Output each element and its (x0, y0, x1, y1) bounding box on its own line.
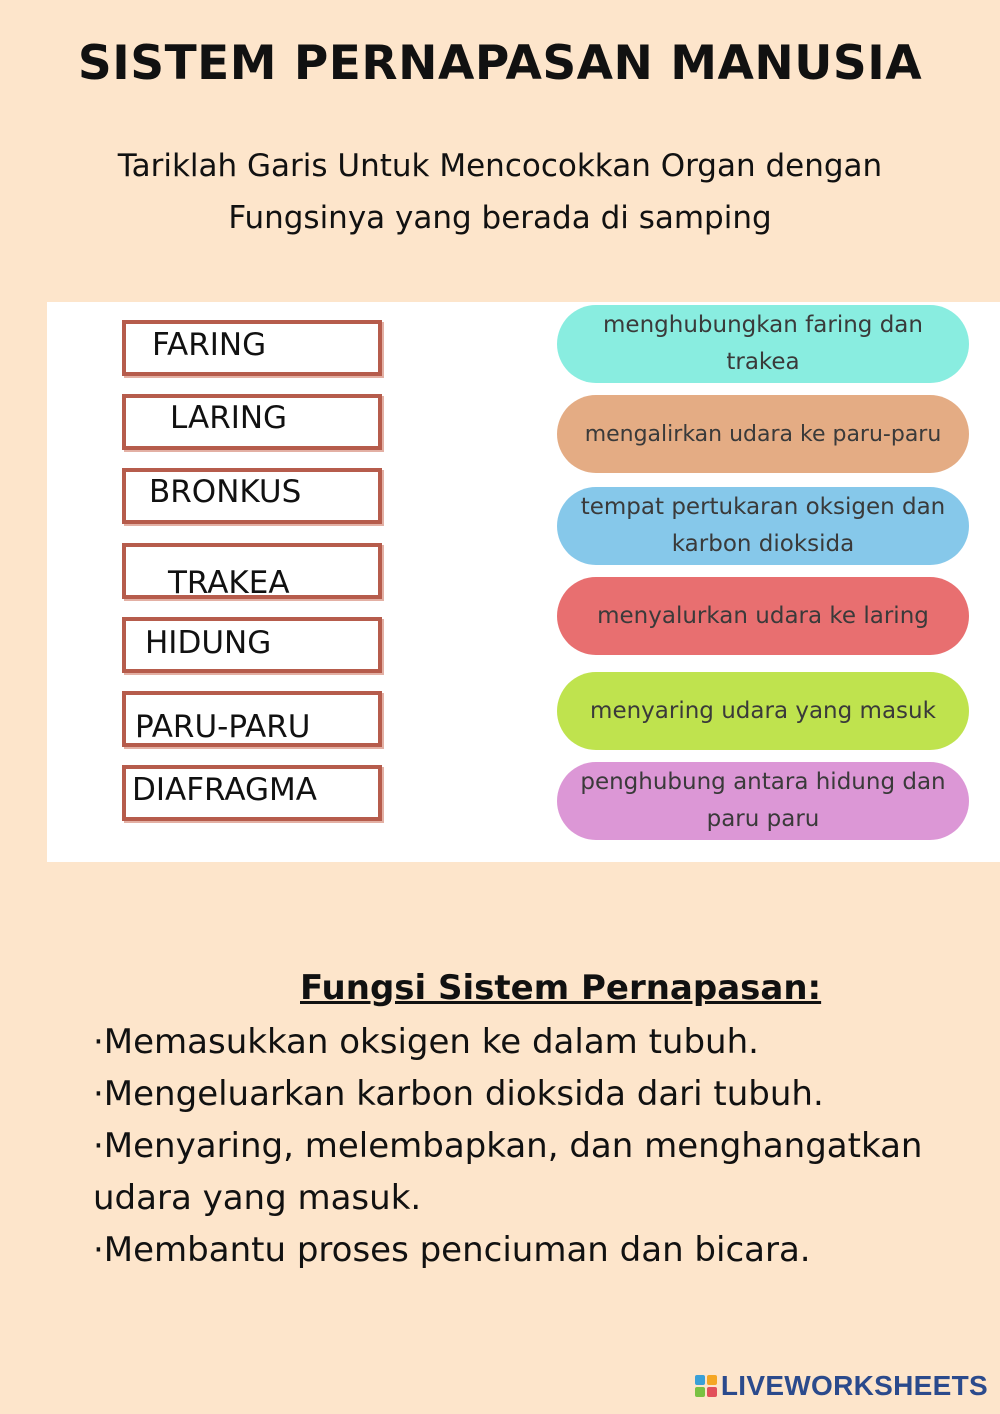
instruction-line: Tariklah Garis Untuk Mencocokkan Organ dengan (117, 148, 883, 184)
function-pill-penghubung[interactable] (557, 762, 969, 840)
list-item: ·Memasukkan oksigen ke dalam tubuh. (93, 1022, 759, 1062)
list-item: ·Membantu proses penciuman dan bicara. (93, 1230, 811, 1270)
organ-box-diafragma[interactable] (122, 765, 382, 821)
organ-box-paru-paru[interactable] (122, 691, 382, 747)
liveworksheets-logo-icon (695, 1375, 717, 1397)
organ-label: FARING (152, 327, 267, 363)
function-pill-paru-paru[interactable] (557, 395, 969, 473)
organ-box-hidung[interactable] (122, 617, 382, 673)
instruction-line: Fungsinya yang berada di samping (228, 200, 772, 236)
logo-square (707, 1387, 717, 1397)
function-text: mengalirkan udara ke paru-paru (584, 421, 942, 447)
brand-logo (695, 1370, 988, 1402)
logo-square (695, 1375, 705, 1385)
organ-label: LARING (170, 400, 288, 436)
function-text: menghubungkan faring dan trakea (603, 312, 923, 375)
function-text: tempat pertukaran oksigen dan karbon dioksida (580, 494, 946, 557)
logo-square (707, 1375, 717, 1385)
list-item: ·Menyaring, melembapkan, dan menghangatkan udara yang masuk. (93, 1126, 923, 1218)
function-text: penghubung antara hidung dan paru paru (580, 769, 946, 832)
brand-name: LIVEWORKSHEETS (720, 1370, 988, 1401)
function-pill-laring[interactable] (557, 577, 969, 655)
function-pill-menyaring[interactable] (557, 672, 969, 750)
organ-label: PARU-PARU (135, 709, 311, 745)
function-pill-faring-trakea[interactable] (557, 305, 969, 383)
fungsi-list (93, 1016, 953, 1276)
organ-label: DIAFRAGMA (132, 772, 317, 808)
organ-label: HIDUNG (145, 625, 272, 661)
section-title: Fungsi Sistem Pernapasan: (300, 968, 822, 1008)
page-title: SISTEM PERNAPASAN MANUSIA (77, 36, 923, 91)
list-item: ·Mengeluarkan karbon dioksida dari tubuh. (93, 1074, 824, 1114)
organ-box-faring[interactable] (122, 320, 382, 376)
function-text: menyaring udara yang masuk (590, 697, 936, 724)
function-text: menyalurkan udara ke laring (597, 602, 929, 629)
function-pill-pertukaran-gas[interactable] (557, 487, 969, 565)
instruction-text (50, 140, 950, 244)
logo-square (695, 1387, 705, 1397)
organ-box-trakea[interactable] (122, 543, 382, 599)
organ-box-bronkus[interactable] (122, 468, 382, 524)
organ-label: BRONKUS (149, 474, 302, 510)
organ-label: TRAKEA (168, 565, 290, 601)
organ-box-laring[interactable] (122, 394, 382, 450)
